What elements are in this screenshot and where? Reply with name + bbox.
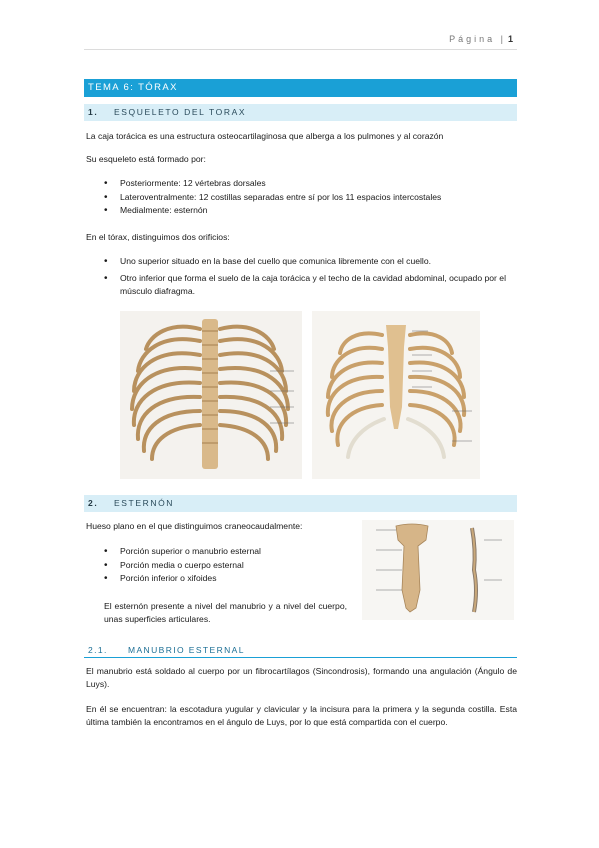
- list-item: • Posteriormente: 12 vértebras dorsales: [104, 177, 441, 191]
- list-item: • Porción media o cuerpo esternal: [104, 559, 261, 573]
- intro-paragraph: La caja torácica es una estructura osteocartilaginosa que alberga a los pulmones y al corazón: [86, 131, 444, 141]
- header-rule: [84, 49, 517, 50]
- esternon-list: [104, 545, 261, 586]
- subsection-title: MANUBRIO ESTERNAL: [128, 645, 245, 655]
- page-label: Página: [449, 34, 496, 44]
- section-title: ESQUELETO DEL TORAX: [114, 107, 247, 117]
- list-item: • Medialmente: esternón: [104, 204, 441, 218]
- page-header: [449, 34, 513, 44]
- subsection-heading-manubrio: [84, 642, 517, 658]
- section-heading-esternon: [84, 495, 517, 512]
- page-number: 1: [507, 34, 513, 44]
- section-number: 1.: [88, 107, 99, 117]
- chapter-title: TEMA 6: TÓRAX: [84, 79, 517, 97]
- section-title: ESTERNÓN: [114, 498, 175, 508]
- list-item: • Uno superior situado en la base del cuello que comunica libremente con el cuello.: [104, 255, 514, 269]
- section-heading-esqueleto: [84, 104, 517, 121]
- orifices-list: [104, 255, 514, 299]
- list-item: • Porción inferior o xifoides: [104, 572, 261, 586]
- sternum-image: [362, 520, 514, 620]
- list-item: • Lateroventralmente: 12 costillas separadas entre sí por los 11 espacios intercostales: [104, 191, 441, 205]
- skeleton-lead: Su esqueleto está formado por:: [86, 154, 206, 164]
- section-number: 2.: [88, 498, 99, 508]
- rib-cage-posterior-image: [120, 311, 302, 479]
- esternon-closing: El esternón presente a nivel del manubrio y a nivel del cuerpo, unas superficies articulares.: [104, 601, 347, 624]
- manubrio-paragraph-1: El manubrio está soldado al cuerpo por un fibrocartílagos (Sincondrosis), formando una angulación (Ángulo de Luys).: [86, 666, 517, 689]
- skeleton-list: [104, 177, 441, 218]
- esternon-lead: Hueso plano en el que distinguimos craneocaudalmente:: [86, 521, 303, 531]
- page-separator: |: [500, 34, 506, 44]
- orifices-lead: En el tórax, distinguimos dos orificios:: [86, 232, 230, 242]
- subsection-number: 2.1.: [88, 645, 108, 655]
- list-item: • Otro inferior que forma el suelo de la caja torácica y el techo de la cavidad abdominal, ocupado por el músculo diafragma.: [104, 272, 514, 299]
- rib-cage-anterior-image: [312, 311, 480, 479]
- manubrio-paragraph-2: En él se encuentran: la escotadura yugular y clavicular y la incisura para la primera y la segunda costilla. Esta última también la encontramos en el ángulo de Luys, por lo que está compartida con el cuerpo.: [86, 704, 517, 727]
- list-item: • Porción superior o manubrio esternal: [104, 545, 261, 559]
